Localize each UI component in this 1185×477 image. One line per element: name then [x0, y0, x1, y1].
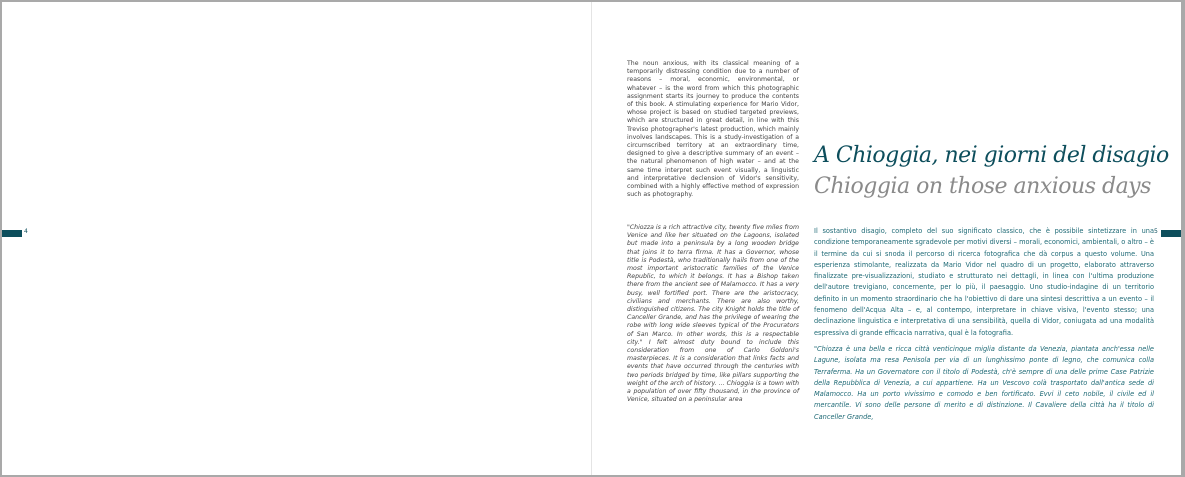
book-spread	[2, 2, 1181, 475]
english-paragraph-1: The noun anxious, with its classical meaning of a temporarily distressing condition due to a number of reasons – moral, economic, environmental, or whatever – is the word from which this photographic assignment starts its journey to produce the contents of this book. A stimulating experience for Mario Vidor, whose project is based on studied targeted previews, which are structured in great detail, in line with this Treviso photographer's latest production, which mainly involves landscapes. This is a study-investigation of a circumscribed territory at an extraordinary time, designed to give a descriptive summary of an event – the natural phenomenon of high water – and at the same time interpret such event visually, a linguistic and interpretative declension of Vidor's sensitivity, combined with a highly effective method of expression such as photography.	[627, 60, 799, 199]
right-page-number: 5	[1154, 228, 1158, 235]
italian-paragraph-1: Il sostantivo disagio, completo del suo significato classico, che è possibile sintetizzare in una condizione temporaneamente sgradevole per motivi diversi – morali, economici, ambientali, o altro – è il termine da cui si snoda il percorso di ricerca fotografica che dà corpus a questo volume. Una esperienza stimolante, realizzata da Mario Vidor nel quadro di un progetto, elaborato attraverso finalizzate pre-visualizzazioni, studiato e strutturato nei dettagli, in linea con l'ultima produzione dell'autore trevigiano, concernente, per lo più, il paesaggio. Uno studio-indagine di un territorio definito in un momento straordinario che ha l'obiettivo di dare una sintesi descrittiva a un evento – il fenomeno dell'Acqua Alta – e, al contempo, interpretare in chiave visiva, l'evento stesso; una declinazione linguistica e interpretativa di una sensibilità, quella di Vidor, coniugata ad una modalità espressiva di grande efficacia narrativa, qual è la fotografia.	[814, 227, 1154, 337]
left-page-marker	[2, 230, 22, 237]
heading-italian: A Chioggia, nei giorni del disagio	[814, 143, 1169, 168]
heading-english: Chioggia on those anxious days	[814, 174, 1151, 199]
italian-paragraph-2-quote: "Chiozza è una bella e ricca città venticinque miglia distante da Venezia, piantata anch'essa nelle Lagune, isolata ma resa Penisola per via di un lunghissimo ponte di legno, che comunica colla Terraferma. Ha un Governatore con il titolo di Podestà, ch'è sempre di una delle prime Case Patrizie della Repubblica di Venezia, a cui appartiene. Ha un Vescovo colà trasportato dall'antica sede di Malamocco. Ha un porto vivissimo e comodo e ben fortificato. Evvi il ceto nobile, il civile ed il mercantile. Vi sono delle persone di merito e di distinzione. Il Cavaliere della città ha il titolo di Canceller Grande,	[814, 345, 1154, 421]
left-page-number: 4	[24, 228, 28, 235]
right-page-marker	[1161, 230, 1181, 237]
page-gutter	[591, 2, 592, 475]
english-paragraph-2-quote: "Chiozza is a rich attractive city, twenty five miles from Venice and like her situated on the Lagoons, isolated but made into a peninsula by a long wooden bridge that joins it to terra firma. It has a Governor, whose title is Podestà, who traditionally hails from one of the most important aristocratic families of the Venice Republic, to which it belongs. It has a Bishop taken there from the ancient see of Malamocco. It has a very busy, well fortified port. There are the aristocracy, civilians and merchants. There are also worthy, distinguished citizens. The city Knight holds the title of Canceller Grande, and has the privilege of wearing the robe with long wide sleeves typical of the Procurators of San Marco. In other words, this is a respectable city." I felt almost duty bound to include this consideration from one of Carlo Goldoni's masterpieces. It is a consideration that links facts and events that have occurred through the centuries with two periods bridged by time, like pillars supporting the weight of the arch of history. ... Chioggia is a town with a population of over fifty thousand, in the province of Venice, situated on a peninsular area	[627, 224, 799, 404]
